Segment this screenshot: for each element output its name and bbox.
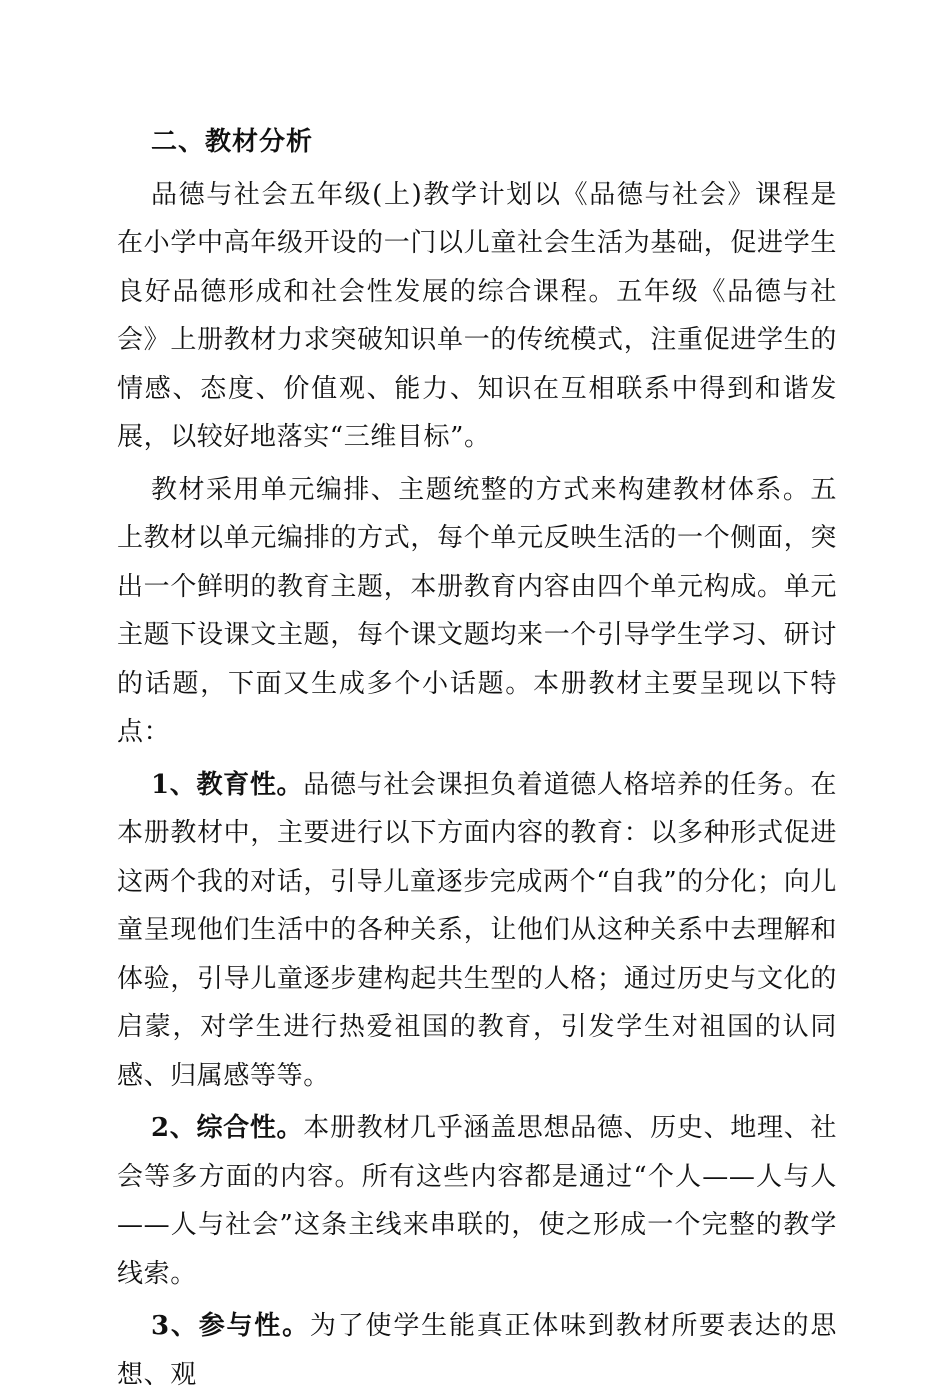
feature-lead: 3、参与性。 xyxy=(151,1311,310,1341)
feature-lead: 1、教育性。 xyxy=(151,769,304,800)
paragraph-structure: 教材采用单元编排、主题统整的方式来构建教材体系。五上教材以单元编排的方式，每个单元反映生活的一个侧面，突出一个鲜明的教育主题，本册教育内容由四个单元构成。单元主题下设课文主题，每个课文题均来一个引导学生学习、研讨的话题，下面又生成多个小话题。本册教材主要呈现以下特点： xyxy=(117,474,837,747)
feature-participatory xyxy=(117,1302,837,1399)
document-body xyxy=(117,118,837,1399)
section-heading: 二、教材分析 xyxy=(151,127,314,157)
feature-text: 品德与社会课担负着道德人格培养的任务。在本册教材中，主要进行以下方面内容的教育：以多种形式促进这两个我的对话，引导儿童逐步完成两个“自我”的分化；向儿童呈现他们生活中的各种关系，让他们从这种关系中去理解和体验，引导儿童逐步建构起共生型的人格；通过历史与文化的启蒙，对学生进行热爱祖国的教育，引发学生对祖国的认同感、归属感等等。 xyxy=(117,769,837,1091)
feature-lead: 2、综合性。 xyxy=(151,1113,304,1143)
feature-educational xyxy=(117,761,837,1101)
feature-text: 本册教材几乎涵盖思想品德、历史、地理、社会等多方面的内容。所有这些内容都是通过“个人——人与人——人与社会”这条主线来串联的，使之形成一个完整的教学线索。 xyxy=(117,1113,837,1289)
paragraph-intro: 品德与社会五年级(上)教学计划以《品德与社会》课程是在小学中高年级开设的一门以儿童社会生活为基础，促进学生良好品德形成和社会性发展的综合课程。五年级《品德与社会》上册教材力求突破知识单一的传统模式，注重促进学生的情感、态度、价值观、能力、知识在互相联系中得到和谐发展，以较好地落实“三维目标”。 xyxy=(117,179,837,452)
feature-comprehensive xyxy=(117,1104,837,1298)
feature-text: 为了使学生能真正体味到教材所要表达的思想、观 xyxy=(117,1311,837,1390)
